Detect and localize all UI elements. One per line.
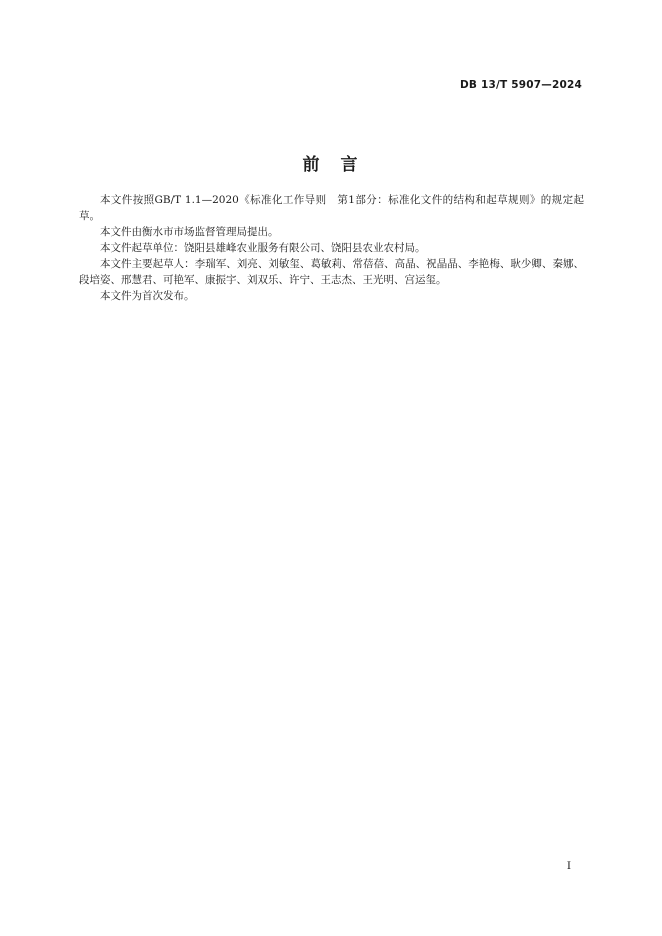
document-code: DB 13/T 5907—2024 — [460, 79, 582, 91]
page-number: I — [566, 860, 571, 872]
paragraph-drafting-rules: 本文件按照GB/T 1.1—2020《标准化工作导则 第1部分：标准化文件的结构和起草规则》的规定起草。 — [79, 194, 584, 222]
paragraph-first-release: 本文件为首次发布。 — [100, 290, 195, 302]
paragraph-drafters: 本文件主要起草人：李瑞军、刘亮、刘敏玺、葛敏莉、常蓓蓓、高晶、祝晶晶、李艳梅、耿少卿、秦娜、段培姿、邢慧君、可艳军、康振宇、刘双乐、许宁、王志杰、王光明、宫运玺。 — [79, 258, 584, 286]
page-title: 前 言 — [302, 155, 360, 175]
foreword-body — [79, 192, 584, 304]
paragraph-proposer: 本文件由衡水市市场监督管理局提出。 — [100, 226, 279, 238]
paragraph-drafting-units: 本文件起草单位：饶阳县雄峰农业服务有限公司、饶阳县农业农村局。 — [100, 242, 426, 254]
